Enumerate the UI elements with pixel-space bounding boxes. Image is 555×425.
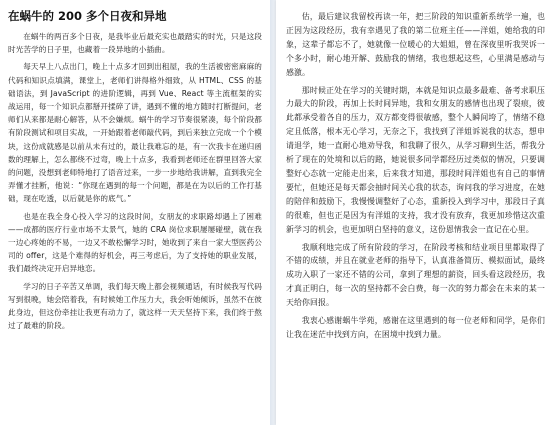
left-page: [0, 0, 270, 425]
left-paragraph-2: 每天早上八点出门，晚上十点多才回到出租屋，我的生活被密密麻麻的代码和知识点填满，课堂上，老师们讲得格外细致，从 HTML、CSS 的基础语法，到 JavaScript 的进阶逻辑，再到 Vue、React 等主流框架的实战运用，每一个知识点都掰开揉碎了讲，遇到不懂的地方随时打断提问，老师们从来都是耐心解答，从不会嫌烦。蜗牛的学习节奏很紧凑，每个阶段都有阶段测试和项目实战，一开始跟着老师敲代码，到后来独立完成一个个模块，这份成就感是以前从未有过的，最让我难忘的是，有一次我卡在递归函数的理解上，怎么都绕不过弯，晚上十点多，我看到老师还在群里回答大家的问题，没想到老师特地打了语音过来，一步一步地给我讲解，直到我完全弄懂才挂断，他说：“你现在遇到的每一个问题，都是在为以后的工作打基础，现在吃透，以后就是你的底气。”: [8, 62, 262, 204]
left-paragraph-1: 在蜗牛的两百多个日夜，是我毕业后最充实也最踏实的时光，只是这段时光苦学的日子里，也藏着一段异地的小插曲。: [8, 32, 262, 55]
right-paragraph-4: 我衷心感谢蜗牛学苑，感谢在这里遇到的每一位老师和同学，是你们让我在迷茫中找到方向，在困境中找到力量。: [286, 316, 545, 339]
right-paragraph-1: 估，最后建议我留校再读一年，把三阶段的知识重新系统学一遍，也正因为这段经历，我有幸遇见了我的第二位班主任——洋姐，她给我的印象，这辈子都忘不了，她就像一位暖心的大姐姐，曾在深夜里听我哭诉一个多小时，耐心地开解、鼓励我的情绪，我也想起这些，心里满是感动与感激。: [286, 12, 545, 77]
right-page: [276, 0, 555, 425]
left-paragraph-4: 学习的日子辛苦又单调，我们每天晚上都会视频通话，有时候我写代码写到很晚，她会陪着我，有时候她工作压力大，我会听她倾诉，虽然不在彼此身边，但这份牵挂让我更有动力了，就这样一天天坚持下来，我们终于熬过了最难的阶段。: [8, 281, 262, 331]
right-paragraph-2: 那时候正处在学习的关键时期，本就是知识点最多最难、备考求职压力最大的阶段，再加上长时间异地，我和女朋友的感情也出现了裂痕，彼此都承受着各自的压力，双方都变得很敏感，整个人瞬间垮了，情绪不稳定且低落，根本无心学习，无奈之下，我找到了洋姐诉说我的状态，想申请退学，她一直耐心地劝导我，和我聊了很久，从学习聊到生活，帮我分析了现在的处境和以后的路，她说很多同学都经历过类似的情况，只要调整好心态就一定能走出来，后来我才知道，那段时间洋姐也有自己的事情要忙，但她还是每天都会抽时间关心我的状态，询问我的学习进度，在她的陪伴和鼓励下，我慢慢调整好了心态，重新投入到学习中，那段日子真的很难，但也正是因为有洋姐的支持，我才没有放弃，我更加珍惜这次重新学习的机会，也更加明白坚持的意义，这份恩情我会一直记在心里。: [286, 85, 545, 234]
article-title: 在蜗牛的 200 多个日夜和异地: [8, 9, 167, 23]
right-paragraph-3: 我顺利地完成了所有阶段的学习，在阶段考核和结业项目里都取得了不错的成绩，并且在就业老师的指导下，认真准备简历、模拟面试，最终成功入职了一家还不错的公司，拿到了理想的薪资，回头看这段经历，我才真正明白，每一次的坚持都不会白费，每一次的努力都会在未来的某一天给你回报。: [286, 242, 545, 308]
left-paragraph-3: 也是在我全身心投入学习的这段时间，女朋友的求职路却遇上了困难——成都的医疗行业市场不太景气，她的 CRA 岗位求职屡屡碰壁，就在我一边心疼她的不易，一边又不敢松懈学习时，她收到了来自一家大型医药公司的 offer，这是个难得的好机会，再三考虑后，为了支持她的职业发展，我们最终决定开启异地恋。: [8, 211, 262, 274]
